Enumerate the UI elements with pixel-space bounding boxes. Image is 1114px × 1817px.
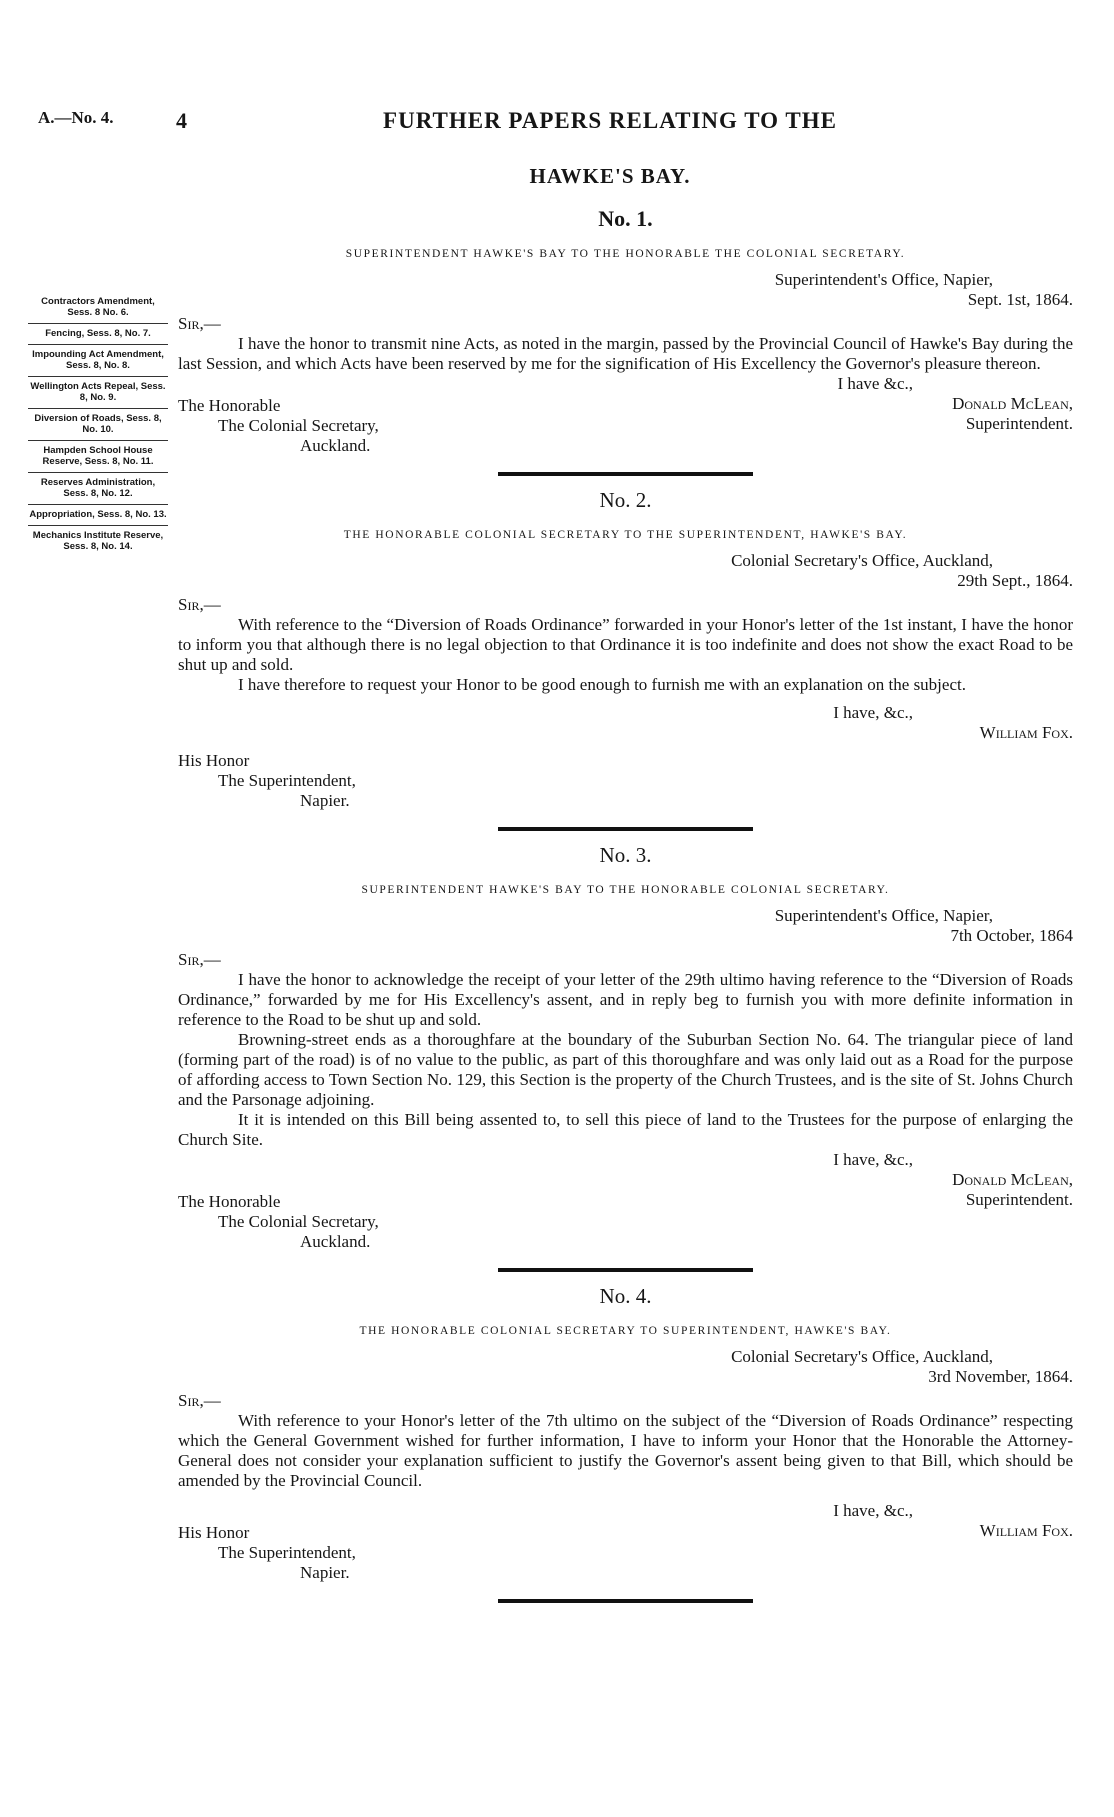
section-divider [498, 1268, 753, 1272]
margin-note: Reserves Administration, Sess. 8, No. 12. [28, 473, 168, 505]
letter-closing: I have &c., [837, 374, 913, 393]
margin-note: Contractors Amendment, Sess. 8 No. 6. [28, 292, 168, 324]
letter-2 [178, 488, 1073, 831]
letter-footer [178, 394, 1073, 456]
letter-office: Superintendent's Office, Napier, [774, 270, 993, 289]
letter-number: No. 1. [598, 206, 653, 231]
letter-signature: Donald McLean, [952, 1170, 1073, 1189]
addressee-line: The Superintendent, [218, 1543, 356, 1562]
letter-1 [178, 206, 1073, 476]
letter-footer [178, 1521, 1073, 1583]
letter-salutation: Sir,— [178, 595, 221, 614]
addressee-line: The Superintendent, [218, 771, 356, 790]
letter-caption: THE HONORABLE COLONIAL SECRETARY TO SUPERINTENDENT, HAWKE'S BAY. [359, 1325, 892, 1337]
signature-title: Superintendent. [965, 1190, 1073, 1209]
letter-caption: SUPERINTENDENT HAWKE'S BAY TO THE HONORABLE COLONIAL SECRETARY. [361, 884, 890, 896]
letter-4 [178, 1284, 1073, 1603]
letter-date: 3rd November, 1864. [928, 1367, 1073, 1386]
page-number: 4 [176, 108, 187, 133]
letter-paragraph: I have therefore to request your Honor to be good enough to furnish me with an explanation on the subject. [238, 675, 966, 694]
letter-date: 29th Sept., 1864. [957, 571, 1073, 590]
margin-note: Appropriation, Sess. 8, No. 13. [28, 505, 168, 526]
page-subtitle: HAWKE'S BAY. [529, 164, 691, 188]
letter-closing: I have, &c., [833, 703, 913, 722]
signature-title: Superintendent. [965, 414, 1073, 433]
letter-footer [178, 1170, 1073, 1252]
letter-signature: Donald McLean, [952, 394, 1073, 413]
letter-number: No. 2. [599, 488, 652, 512]
letter-date: Sept. 1st, 1864. [967, 290, 1073, 309]
letter-salutation: Sir,— [178, 950, 221, 969]
letters-column [178, 196, 1073, 1615]
letter-paragraph: I have the honor to acknowledge the receipt of your letter of the 29th ultimo having reference to the “Diversion of Roads Ordinance,” forwarded by me for His Excellency's assent, and in reply beg to furnish you with more definite information in reference to the Road to be shut up and sold. [178, 970, 1073, 1029]
addressee-line: The Honorable [178, 396, 281, 415]
letter-paragraph: With reference to your Honor's letter of the 7th ultimo on the subject of the “Diversion of Roads Ordinance” respecting which the General Government wished for further information, I have to inform your Honor that the Honorable the Attorney-General does not consider your explanation sufficient to justify the Governor's assent being given to that Bill, which should be amended by the Provincial Council. [178, 1411, 1073, 1490]
letter-office: Colonial Secretary's Office, Auckland, [731, 551, 993, 570]
letter-3 [178, 843, 1073, 1272]
letter-number: No. 4. [599, 1284, 652, 1308]
document-reference: A.—No. 4. [38, 108, 114, 127]
margin-note: Fencing, Sess. 8, No. 7. [28, 324, 168, 345]
addressee-line: The Honorable [178, 1192, 281, 1211]
addressee-line: Napier. [300, 791, 350, 810]
letter-salutation: Sir,— [178, 1391, 221, 1410]
addressee-line: Napier. [300, 1563, 350, 1582]
margin-note: Impounding Act Amendment, Sess. 8, No. 8. [28, 345, 168, 377]
addressee-line: His Honor [178, 751, 250, 770]
section-divider [498, 827, 753, 831]
letter-paragraph: With reference to the “Diversion of Roads Ordinance” forwarded in your Honor's letter of the 1st instant, I have the honor to inform you that although there is no legal objection to that Ordinance it is too indefinite and does not show the exact Road to be shut up and sold. [178, 615, 1073, 674]
letter-signature: William Fox. [979, 1521, 1073, 1540]
margin-note: Wellington Acts Repeal, Sess. 8, No. 9. [28, 377, 168, 409]
addressee-line: Auckland. [300, 1232, 371, 1251]
letter-office: Colonial Secretary's Office, Auckland, [731, 1347, 993, 1366]
letter-signature: William Fox. [979, 723, 1073, 742]
addressee-line: Auckland. [300, 436, 371, 455]
section-divider [498, 472, 753, 476]
letter-closing: I have, &c., [833, 1501, 913, 1520]
addressee-line: The Colonial Secretary, [218, 1212, 379, 1231]
letter-paragraph: Browning-street ends as a thoroughfare at the boundary of the Suburban Section No. 64. The triangular piece of land (forming part of the road) is of no value to the public, as part of this thoroughfare and was only laid out as a Road for the purpose of affording access to Town Section No. 129, this Section is the property of the Church Trustees, and is the site of St. Johns Church and the Parsonage adjoining. [178, 1030, 1073, 1109]
addressee-line: His Honor [178, 1523, 250, 1542]
letter-paragraph: I have the honor to transmit nine Acts, as noted in the margin, passed by the Provincial Council of Hawke's Bay during the last Session, and which Acts have been reserved by me for the signification of His Excellency the Governor's pleasure thereon. [178, 334, 1073, 373]
letter-date: 7th October, 1864 [950, 926, 1073, 945]
margin-note: Hampden School House Reserve, Sess. 8, No. 11. [28, 441, 168, 473]
letter-caption: SUPERINTENDENT HAWKE'S BAY TO THE HONORABLE THE COLONIAL SECRETARY. [345, 248, 906, 260]
addressee-line: The Colonial Secretary, [218, 416, 379, 435]
letter-caption: THE HONORABLE COLONIAL SECRETARY TO THE SUPERINTENDENT, HAWKE'S BAY. [343, 529, 908, 541]
margin-notes [28, 292, 168, 557]
end-divider [498, 1599, 753, 1603]
letter-paragraph: It it is intended on this Bill being assented to, to sell this piece of land to the Trustees for the purpose of enlarging the Church Site. [178, 1110, 1073, 1149]
margin-note: Mechanics Institute Reserve, Sess. 8, No. 14. [32, 530, 164, 552]
page-title: FURTHER PAPERS RELATING TO THE [383, 108, 837, 133]
letter-office: Superintendent's Office, Napier, [774, 906, 993, 925]
margin-note: Diversion of Roads, Sess. 8, No. 10. [28, 409, 168, 441]
letter-salutation: Sir,— [178, 314, 221, 333]
letter-number: No. 3. [599, 843, 652, 867]
letter-closing: I have, &c., [833, 1150, 913, 1169]
